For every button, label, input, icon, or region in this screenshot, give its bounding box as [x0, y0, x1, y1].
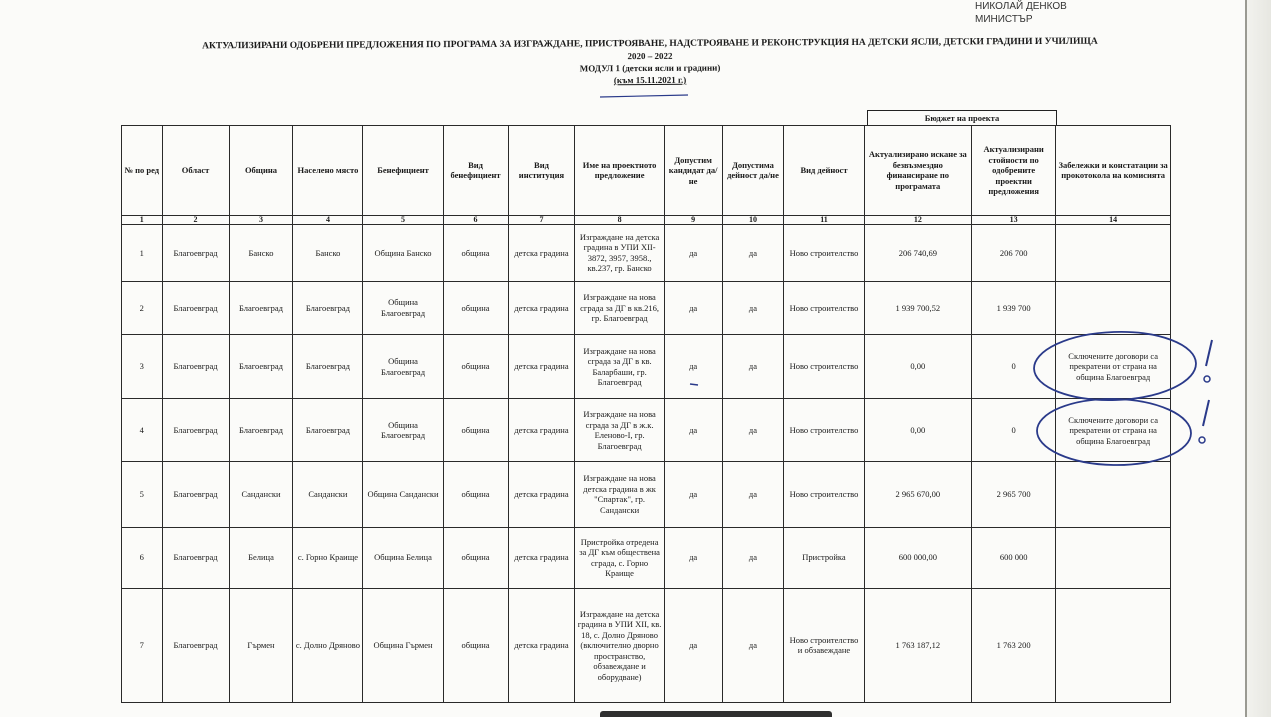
cell-note	[1056, 462, 1171, 527]
cell-note	[1056, 281, 1171, 334]
cell-beneficient: Община Благоевград	[363, 334, 443, 398]
page-edge	[1245, 0, 1271, 717]
cell-no: 6	[122, 527, 163, 588]
cell-deinost-ok: да	[722, 588, 784, 702]
cell-oblast: Благоевград	[162, 281, 229, 334]
col-number: 9	[664, 215, 722, 224]
cell-project-name: Изграждане на детска градина в УПИ XII-3872, 3957, 3958., кв.237, гр. Банско	[575, 224, 664, 281]
cell-no: 3	[122, 334, 163, 398]
cell-project-name: Изграждане на нова сграда за ДГ в кв. Баларбаши, гр. Благоевград	[575, 334, 664, 398]
cell-no: 5	[122, 462, 163, 527]
col-header: Допустима дейност да/не	[722, 126, 784, 216]
cell-institucia: детска градина	[508, 399, 575, 462]
table-row	[122, 399, 1171, 462]
col-number: 1	[122, 215, 163, 224]
cell-oblast: Благоевград	[162, 399, 229, 462]
cell-deinost: Ново строителство	[784, 334, 864, 398]
col-header: Бенефициент	[363, 126, 443, 216]
col-header: Име на проектното предложение	[575, 126, 664, 216]
col-header: Населено място	[293, 126, 363, 216]
cell-note	[1056, 527, 1171, 588]
cell-deinost: Ново строителство	[784, 399, 864, 462]
budget-group-header: Бюджет на проекта	[867, 110, 1057, 125]
col-number: 5	[363, 215, 443, 224]
cell-deinost: Ново строителство и обзавеждане	[784, 588, 864, 702]
cell-project-name: Изграждане на нова сграда за ДГ в ж.к. Еленово-I, гр. Благоевград	[575, 399, 664, 462]
cell-deinost: Ново строителство	[784, 224, 864, 281]
cell-vid-beneficient: община	[443, 224, 508, 281]
cell-oblast: Благоевград	[162, 334, 229, 398]
cell-iskane: 0,00	[864, 334, 972, 398]
col-header: Вид институция	[508, 126, 575, 216]
cell-obshtina: Благоевград	[229, 399, 293, 462]
col-header: Актуализирани стойности по одобрените проектни предложения	[972, 126, 1056, 216]
cell-obshtina: Гърмен	[229, 588, 293, 702]
bottom-toolbar[interactable]	[600, 711, 832, 717]
col-number: 10	[722, 215, 784, 224]
cell-stoinost: 206 700	[972, 224, 1056, 281]
col-header: Актуализирано искане за безвъзмездно финансиране по програмата	[864, 126, 972, 216]
cell-stoinost: 1 763 200	[972, 588, 1056, 702]
col-header: Вид дейност	[784, 126, 864, 216]
col-header: Допустим кандидат да/не	[664, 126, 722, 216]
cell-kandidat: да	[664, 224, 722, 281]
cell-institucia: детска градина	[508, 281, 575, 334]
cell-mesto: с. Долно Дряново	[293, 588, 363, 702]
cell-stoinost: 600 000	[972, 527, 1056, 588]
cell-mesto: Благоевград	[293, 399, 363, 462]
cell-kandidat: да	[664, 334, 722, 398]
minister-signature	[975, 0, 1067, 26]
cell-iskane: 0,00	[864, 399, 972, 462]
cell-obshtina: Сандански	[229, 462, 293, 527]
table-row	[122, 224, 1171, 281]
cell-beneficient: Община Благоевград	[363, 281, 443, 334]
cell-mesto: Сандански	[293, 462, 363, 527]
cell-iskane: 2 965 670,00	[864, 462, 972, 527]
col-number: 14	[1056, 215, 1171, 224]
cell-beneficient: Община Гърмен	[363, 588, 443, 702]
cell-oblast: Благоевград	[162, 588, 229, 702]
col-number: 11	[784, 215, 864, 224]
col-number: 4	[293, 215, 363, 224]
cell-kandidat: да	[664, 281, 722, 334]
cell-project-name: Изграждане на нова детска градина в жк "Спартак", гр. Сандански	[575, 462, 664, 527]
document-title: АКТУАЛИЗИРАНИ ОДОБРЕНИ ПРЕДЛОЖЕНИЯ ПО ПРОГРАМА ЗА ИЗГРАЖДАНЕ, ПРИСТРОЯВАНЕ, НАДСТРОЯВАНЕ И РЕКОНСТРУКЦИЯ НА ДЕТСКИ ЯСЛИ, ДЕТСКИ ГРАДИНИ И УЧИЛИЩА	[202, 36, 1098, 52]
cell-beneficient: Община Банско	[363, 224, 443, 281]
cell-vid-beneficient: община	[443, 399, 508, 462]
cell-vid-beneficient: община	[443, 527, 508, 588]
cell-deinost-ok: да	[722, 334, 784, 398]
cell-vid-beneficient: община	[443, 334, 508, 398]
cell-stoinost: 1 939 700	[972, 281, 1056, 334]
table-row	[122, 462, 1171, 527]
cell-institucia: детска градина	[508, 334, 575, 398]
cell-institucia: детска градина	[508, 588, 575, 702]
document-date: (към 15.11.2021 г.)	[613, 74, 687, 86]
cell-institucia: детска градина	[508, 527, 575, 588]
cell-kandidat: да	[664, 527, 722, 588]
cell-deinost-ok: да	[722, 399, 784, 462]
cell-deinost: Ново строителство	[784, 281, 864, 334]
column-number-row	[122, 215, 1171, 224]
cell-obshtina: Благоевград	[229, 334, 293, 398]
table-header-row	[122, 126, 1171, 216]
cell-note	[1056, 588, 1171, 702]
cell-kandidat: да	[664, 399, 722, 462]
table-row	[122, 527, 1171, 588]
table-row	[122, 281, 1171, 334]
cell-oblast: Благоевград	[162, 224, 229, 281]
cell-deinost: Пристройка	[784, 527, 864, 588]
underline-mark	[600, 95, 688, 97]
exclamation-mark-icon	[1206, 340, 1212, 366]
cell-iskane: 1 939 700,52	[864, 281, 972, 334]
cell-beneficient: Община Сандански	[363, 462, 443, 527]
cell-institucia: детска градина	[508, 462, 575, 527]
document-module: МОДУЛ 1 (детски ясли и градини)	[579, 62, 721, 74]
document-heading	[120, 35, 1180, 89]
cell-vid-beneficient: община	[443, 281, 508, 334]
cell-stoinost: 0	[972, 399, 1056, 462]
cell-institucia: детска градина	[508, 224, 575, 281]
col-number: 7	[508, 215, 575, 224]
cell-project-name: Изграждане на детска градина в УПИ XII, кв. 18, с. Долно Дряново (включително дворно пространство, обзавеждане и оборудване)	[575, 588, 664, 702]
col-number: 12	[864, 215, 972, 224]
cell-project-name: Изграждане на нова сграда за ДГ в кв.216, гр. Благоевград	[575, 281, 664, 334]
cell-iskane: 206 740,69	[864, 224, 972, 281]
cell-iskane: 600 000,00	[864, 527, 972, 588]
cell-mesto: Благоевград	[293, 281, 363, 334]
cell-beneficient: Община Благоевград	[363, 399, 443, 462]
cell-obshtina: Благоевград	[229, 281, 293, 334]
cell-obshtina: Белица	[229, 527, 293, 588]
cell-no: 4	[122, 399, 163, 462]
cell-mesto: Банско	[293, 224, 363, 281]
col-number: 6	[443, 215, 508, 224]
col-header: Област	[162, 126, 229, 216]
cell-note: Сключените договори са прекратени от страна на община Благоевград	[1056, 334, 1171, 398]
col-header: Община	[229, 126, 293, 216]
cell-stoinost: 0	[972, 334, 1056, 398]
table-row	[122, 334, 1171, 398]
cell-mesto: с. Горно Краище	[293, 527, 363, 588]
cell-mesto: Благоевград	[293, 334, 363, 398]
cell-oblast: Благоевград	[162, 462, 229, 527]
cell-kandidat: да	[664, 588, 722, 702]
proposals-table	[121, 125, 1171, 703]
cell-deinost-ok: да	[722, 281, 784, 334]
col-number: 2	[162, 215, 229, 224]
exclamation-dot-icon	[1204, 376, 1210, 382]
cell-oblast: Благоевград	[162, 527, 229, 588]
col-number: 13	[972, 215, 1056, 224]
cell-deinost-ok: да	[722, 462, 784, 527]
cell-kandidat: да	[664, 462, 722, 527]
cell-deinost: Ново строителство	[784, 462, 864, 527]
col-header: Забележки и констатации за прокотокола на комисията	[1056, 126, 1171, 216]
exclamation-dot-icon	[1199, 437, 1205, 443]
cell-no: 1	[122, 224, 163, 281]
minister-role: МИНИСТЪР	[975, 14, 1033, 25]
col-number: 8	[575, 215, 664, 224]
cell-vid-beneficient: община	[443, 462, 508, 527]
cell-note	[1056, 224, 1171, 281]
cell-project-name: Пристройка отредена за ДГ към обществена сграда, с. Горно Краище	[575, 527, 664, 588]
cell-no: 2	[122, 281, 163, 334]
cell-deinost-ok: да	[722, 527, 784, 588]
cell-beneficient: Община Белица	[363, 527, 443, 588]
table-row	[122, 588, 1171, 702]
cell-vid-beneficient: община	[443, 588, 508, 702]
minister-name: НИКОЛАЙ ДЕНКОВ	[975, 1, 1067, 12]
col-header: Вид бенефициент	[443, 126, 508, 216]
cell-deinost-ok: да	[722, 224, 784, 281]
cell-note: Сключените договори са прекратени от страна на община Благоевград	[1056, 399, 1171, 462]
cell-iskane: 1 763 187,12	[864, 588, 972, 702]
col-number: 3	[229, 215, 293, 224]
cell-no: 7	[122, 588, 163, 702]
cell-obshtina: Банско	[229, 224, 293, 281]
exclamation-mark-icon	[1203, 400, 1209, 426]
document-years: 2020 – 2022	[627, 50, 673, 62]
col-header: № по ред	[122, 126, 163, 216]
cell-stoinost: 2 965 700	[972, 462, 1056, 527]
